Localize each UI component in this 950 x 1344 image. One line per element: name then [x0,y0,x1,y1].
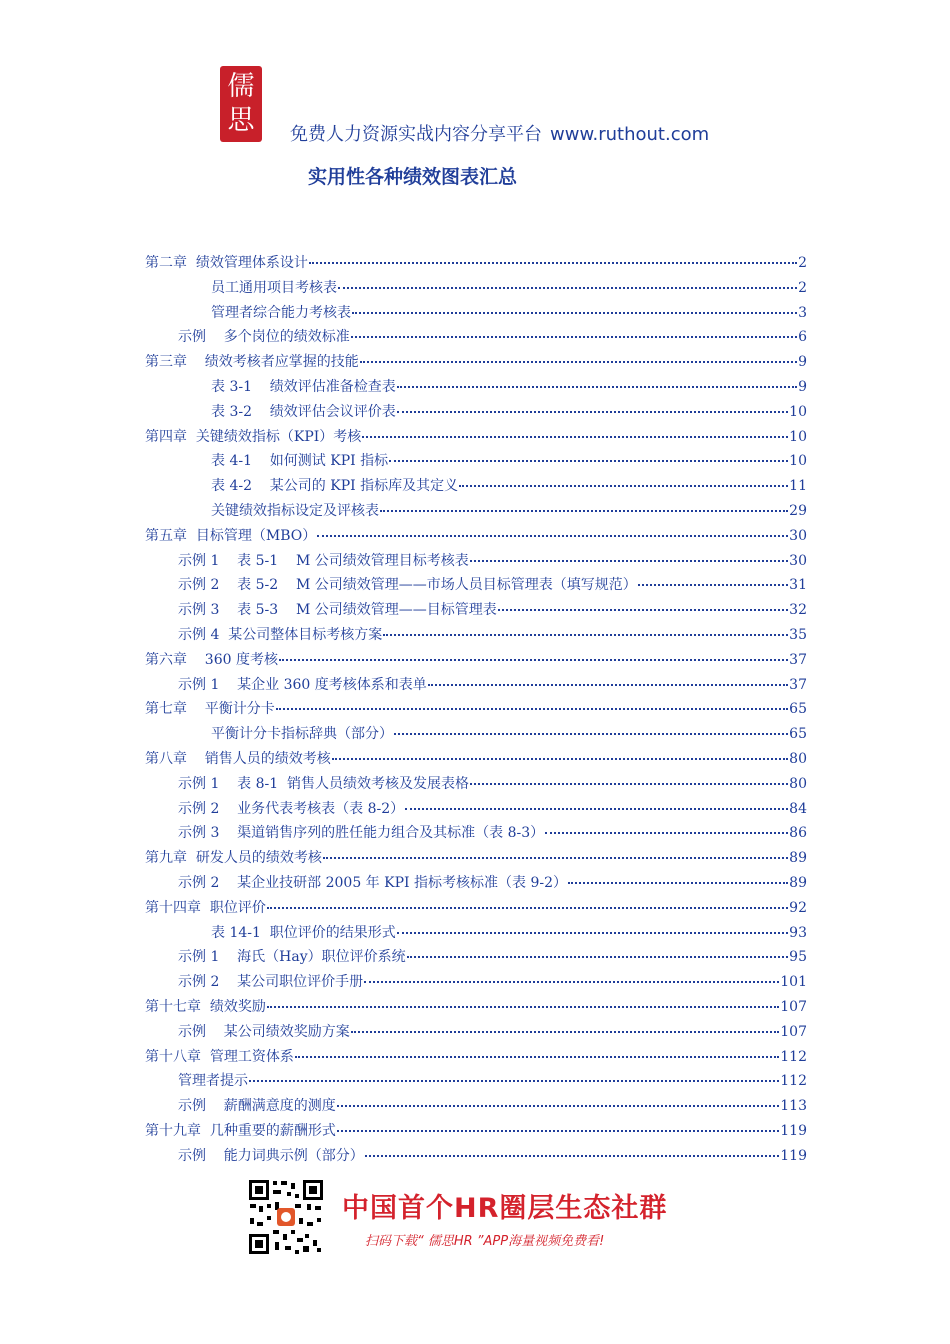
toc-dot-leader [362,422,788,438]
toc-entry-page-number: 10 [789,403,807,420]
toc-entry-label: 表 3-2 绩效评估会议评价表 [211,403,396,420]
toc-entry-page-number: 37 [789,676,807,693]
toc-entry-label: 示例 2 某公司职位评价手册 [178,974,364,991]
toc-entry-label: 管理者提示 [178,1073,248,1090]
toc-dot-leader [279,645,788,661]
toc-dot-leader [428,670,788,686]
toc-entry-page-number: 32 [789,602,807,619]
toc-entry-page-number: 6 [798,329,807,346]
qr-code-icon[interactable] [247,1178,325,1256]
toc-entry-label: 第十四章 职位评价 [145,899,266,916]
toc-entry-label: 第九章 研发人员的绩效考核 [145,850,322,867]
logo-char-top: 儒 [227,71,255,102]
toc-entry-page-number: 92 [789,899,807,916]
platform-url-link[interactable]: www.ruthout.com [550,124,710,145]
toc-dot-leader [249,1066,779,1082]
toc-entry-page-number: 101 [780,974,807,991]
toc-dot-leader [267,992,779,1008]
toc-dot-leader [405,794,788,810]
toc-dot-leader [397,397,788,413]
toc-entry-page-number: 3 [798,304,807,321]
toc-entry[interactable] [145,1144,807,1169]
toc-entry-page-number: 119 [780,1122,807,1139]
toc-entry-label: 示例 2 表 5-2 M 公司绩效管理——市场人员目标管理表（填写规范） [178,577,637,594]
toc-entry-page-number: 9 [798,354,807,371]
toc-dot-leader [383,620,788,636]
toc-entry-label: 表 3-1 绩效评估准备检查表 [211,378,396,395]
toc-entry-page-number: 112 [780,1048,807,1065]
toc-entry-page-number: 35 [789,626,807,643]
toc-entry-label: 第八章 销售人员的绩效考核 [145,750,331,767]
toc-dot-leader [309,248,797,264]
toc-dot-leader [380,496,788,512]
toc-dot-leader [332,744,788,760]
toc-dot-leader [638,570,788,586]
toc-dot-leader [323,843,788,859]
toc-entry-page-number: 29 [789,502,807,519]
toc-entry-page-number: 10 [789,428,807,445]
toc-entry-page-number: 107 [780,1023,807,1040]
promo-banner [247,1178,717,1256]
toc-entry-page-number: 65 [789,726,807,743]
toc-entry-label: 示例 1 海氏（Hay）职位评价系统 [178,949,406,966]
toc-dot-leader [470,546,788,562]
toc-entry-label: 第三章 绩效考核者应掌握的技能 [145,354,359,371]
toc-entry-label: 示例 薪酬满意度的测度 [178,1098,336,1115]
toc-dot-leader [337,1091,779,1107]
toc-dot-leader [295,1042,779,1058]
toc-entry-page-number: 37 [789,651,807,668]
platform-tagline [290,120,709,146]
toc-entry-page-number: 11 [789,478,807,495]
toc-entry-label: 第六章 360 度考核 [145,651,278,668]
toc-entry-page-number: 30 [789,552,807,569]
toc-dot-leader [397,372,797,388]
toc-dot-leader [407,942,789,958]
toc-dot-leader [364,967,779,983]
toc-dot-leader [317,521,788,537]
toc-entry-label: 表 14-1 职位评价的结果形式 [211,924,396,941]
toc-dot-leader [365,1141,779,1157]
toc-entry-page-number: 95 [789,949,807,966]
toc-entry-label: 示例 能力词典示例（部分） [178,1147,364,1164]
toc-dot-leader [352,298,797,314]
toc-dot-leader [498,595,788,611]
toc-dot-leader [267,893,788,909]
toc-entry-label: 示例 某公司绩效奖励方案 [178,1023,350,1040]
toc-entry-page-number: 113 [780,1098,807,1115]
toc-entry-label: 平衡计分卡指标辞典（部分） [211,726,393,743]
toc-entry-label: 第七章 平衡计分卡 [145,701,275,718]
toc-dot-leader [351,322,797,338]
toc-entry-page-number: 2 [798,279,807,296]
toc-dot-leader [351,1017,779,1033]
toc-entry-label: 示例 4 某公司整体目标考核方案 [178,626,383,643]
toc-dot-leader [470,769,788,785]
toc-dot-leader [545,818,788,834]
toc-entry-label: 示例 2 业务代表考核表（表 8-2） [178,800,405,817]
toc-entry-page-number: 31 [789,577,807,594]
toc-dot-leader [459,471,788,487]
banner-headline: 中国首个HR圈层生态社群 [342,1193,668,1224]
logo-char-bottom: 思 [227,105,255,136]
toc-entry-page-number: 80 [789,750,807,767]
toc-entry-page-number: 93 [789,924,807,941]
toc-dot-leader [360,347,797,363]
toc-dot-leader [337,1116,779,1132]
toc-entry-page-number: 84 [789,800,807,817]
toc-entry-label: 第十八章 管理工资体系 [145,1048,294,1065]
banner-subline: 扫码下载“ 儒思HR ”APP海量视频免费看! [365,1234,605,1249]
toc-entry-label: 表 4-1 如何测试 KPI 指标 [211,453,389,470]
toc-entry-label: 第二章 绩效管理体系设计 [145,255,308,271]
toc-entry-label: 管理者综合能力考核表 [211,304,351,321]
toc-entry-label: 第十七章 绩效奖励 [145,998,266,1015]
toc-entry-label: 第四章 关键绩效指标（KPI）考核 [145,428,362,445]
document-title: 实用性各种绩效图表汇总 [308,166,518,188]
toc-entry-page-number: 86 [789,825,807,842]
toc-entry-page-number: 89 [789,850,807,867]
toc-entry-label: 第五章 目标管理（MBO） [145,527,317,544]
toc-entry-page-number: 65 [789,701,807,718]
toc-entry-label: 第十九章 几种重要的薪酬形式 [145,1122,336,1139]
toc-entry-label: 示例 1 表 8-1 销售人员绩效考核及发展表格 [178,775,470,792]
toc-entry-page-number: 107 [780,998,807,1015]
toc-entry-page-number: 10 [789,453,807,470]
toc-dot-leader [397,918,788,934]
toc-entry-page-number: 30 [789,527,807,544]
toc-dot-leader [389,446,788,462]
toc-entry-label: 示例 1 表 5-1 M 公司绩效管理目标考核表 [178,552,469,569]
toc-entry-label: 关键绩效指标设定及评核表 [211,502,379,519]
toc-entry-label: 示例 多个岗位的绩效标准 [178,329,350,346]
toc-dot-leader [276,694,788,710]
toc-entry-label: 示例 3 表 5-3 M 公司绩效管理——目标管理表 [178,602,497,619]
toc-entry-label: 员工通用项目考核表 [211,279,337,296]
toc-entry-page-number: 80 [789,775,807,792]
toc-entry-page-number: 89 [789,874,807,891]
toc-entry-label: 示例 2 某企业技研部 2005 年 KPI 指标考核标准（表 9-2） [178,874,567,891]
toc-entry-page-number: 112 [780,1073,807,1090]
toc-entry-page-number: 119 [780,1147,807,1164]
brand-logo [220,66,262,142]
table-of-contents [145,251,807,1168]
toc-dot-leader [338,273,797,289]
toc-entry-page-number: 9 [798,378,807,395]
toc-dot-leader [568,868,788,884]
toc-entry-label: 表 4-2 某公司的 KPI 指标库及其定义 [211,478,459,495]
toc-entry-page-number: 2 [798,255,807,271]
toc-dot-leader [394,719,788,735]
toc-entry-label: 示例 3 渠道销售序列的胜任能力组合及其标准（表 8-3） [178,825,545,842]
platform-text: 免费人力资源实战内容分享平台 [290,124,542,145]
toc-entry-label: 示例 1 某企业 360 度考核体系和表单 [178,676,427,693]
